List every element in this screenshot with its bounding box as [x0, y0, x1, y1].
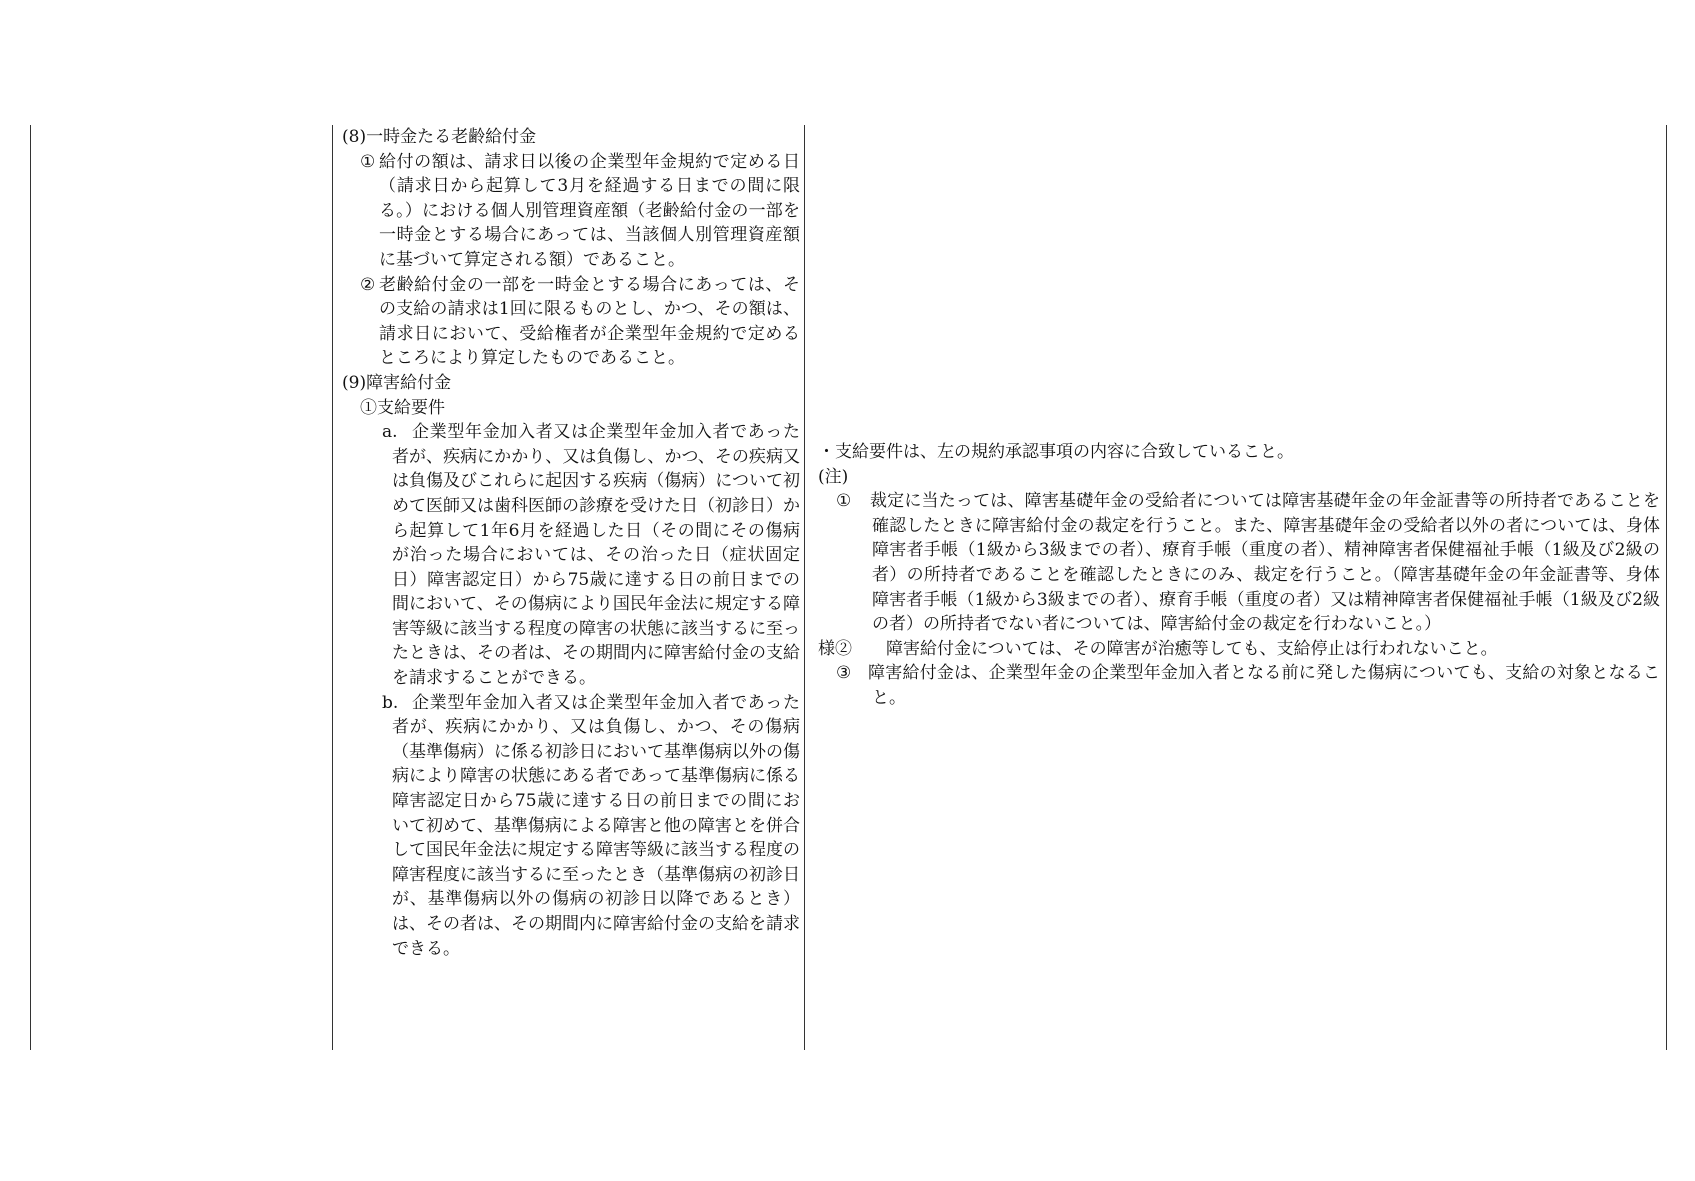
note-2 [818, 637, 1660, 662]
item-text: 企業型年金加入者又は企業型年金加入者であった者が、疾病にかかり、又は負傷し、かつ、その疾病又は負傷及びこれらに起因する疾病（傷病）について初めて医師又は歯科医師の診療を受けた日（初診日）から起算して1年6月を経過した日（その間にその傷病が治った場合においては、その治った日（症状固定日）障害認定日）から75歳に達する日の前日までの間において、その傷病により国民年金法に規定する障害等級に該当する程度の障害の状態に該当するに至ったときは、その者は、その期間内に障害給付金の支給を請求することができる。 [392, 422, 800, 689]
section-9-item-a [382, 420, 800, 691]
note-label: ③ [836, 663, 852, 684]
note-label: 様② [818, 638, 852, 659]
note-text: 障害給付金については、その障害が治癒等しても、支給停止は行われないこと。 [886, 638, 1498, 659]
item-text: 老齢給付金の一部を一時金とする場合にあっては、その支給の請求は1回に限るものとし、かつ、その額は、請求日において、受給権者が企業型年金規約で定めるところにより算定したものであること。 [379, 274, 800, 369]
item-label: ② [360, 274, 376, 295]
table-border-right [1666, 125, 1667, 1050]
note-text: 障害給付金は、企業型年金の企業型年金加入者となる前に発した傷病についても、支給の対象となること。 [868, 663, 1660, 708]
note-1 [836, 489, 1660, 637]
item-label: b. [382, 692, 399, 713]
note-text: 裁定に当たっては、障害基礎年金の受給者については障害基礎年金の年金証書等の所持者であることを確認したときに障害給付金の裁定を行うこと。また、障害基礎年金の受給者以外の者については、身体障害者手帳（1級から3級までの者）、療育手帳（重度の者）、精神障害者保健福祉手帳（1級及び2級の者）の所持者であることを確認したときにのみ、裁定を行うこと。（障害基礎年金の年金証書等、身体障害者手帳（1級から3級までの者）、療育手帳（重度の者）又は精神障害者保健福祉手帳（1級及び2級の者）の所持者でない者については、障害給付金の裁定を行わないこと。） [870, 491, 1660, 635]
section-8-title: (8)一時金たる老齢給付金 [342, 127, 537, 147]
table-border-col1 [332, 125, 333, 1050]
item-text: 企業型年金加入者又は企業型年金加入者であった者が、疾病にかかり、又は負傷し、かつ、その傷病（基準傷病）に係る初診日において基準傷病以外の傷病により障害の状態にある者であって基準傷病に係る障害認定日から75歳に達する日の前日までの間において初めて、基準傷病による障害と他の障害とを併合して国民年金法に規定する障害等級に該当する程度の障害程度に該当するに至ったとき（基準傷病の初診日が、基準傷病以外の傷病の初診日以降であるとき）は、その者は、その期間内に障害給付金の支給を請求できる。 [392, 692, 800, 959]
table-border-col2 [804, 125, 805, 1050]
section-9-subtitle: ①支給要件 [360, 397, 445, 418]
item-text: 給付の額は、請求日以後の企業型年金規約で定める日（請求日から起算して3月を経過する日までの間に限る。）における個人別管理資産額（老齢給付金の一部を一時金とする場合にあっては、当該個人別管理資産額に基づいて算定される額）であること。 [379, 151, 800, 270]
section-8-item-1 [360, 150, 800, 273]
notes-heading: (注) [818, 466, 849, 487]
item-label: ① [360, 151, 376, 172]
review-notes-column [818, 440, 1660, 711]
table-border-left [30, 125, 31, 1050]
section-8-item-2 [360, 273, 800, 371]
section-9-title: (9)障害給付金 [342, 372, 452, 393]
regulation-column [342, 125, 800, 961]
requirement-bullet: ・支給要件は、左の規約承認事項の内容に合致していること。 [818, 442, 1294, 462]
note-label: ① [836, 491, 852, 512]
note-3 [836, 661, 1660, 710]
section-9-item-b [382, 691, 800, 962]
item-label: a. [382, 422, 398, 443]
